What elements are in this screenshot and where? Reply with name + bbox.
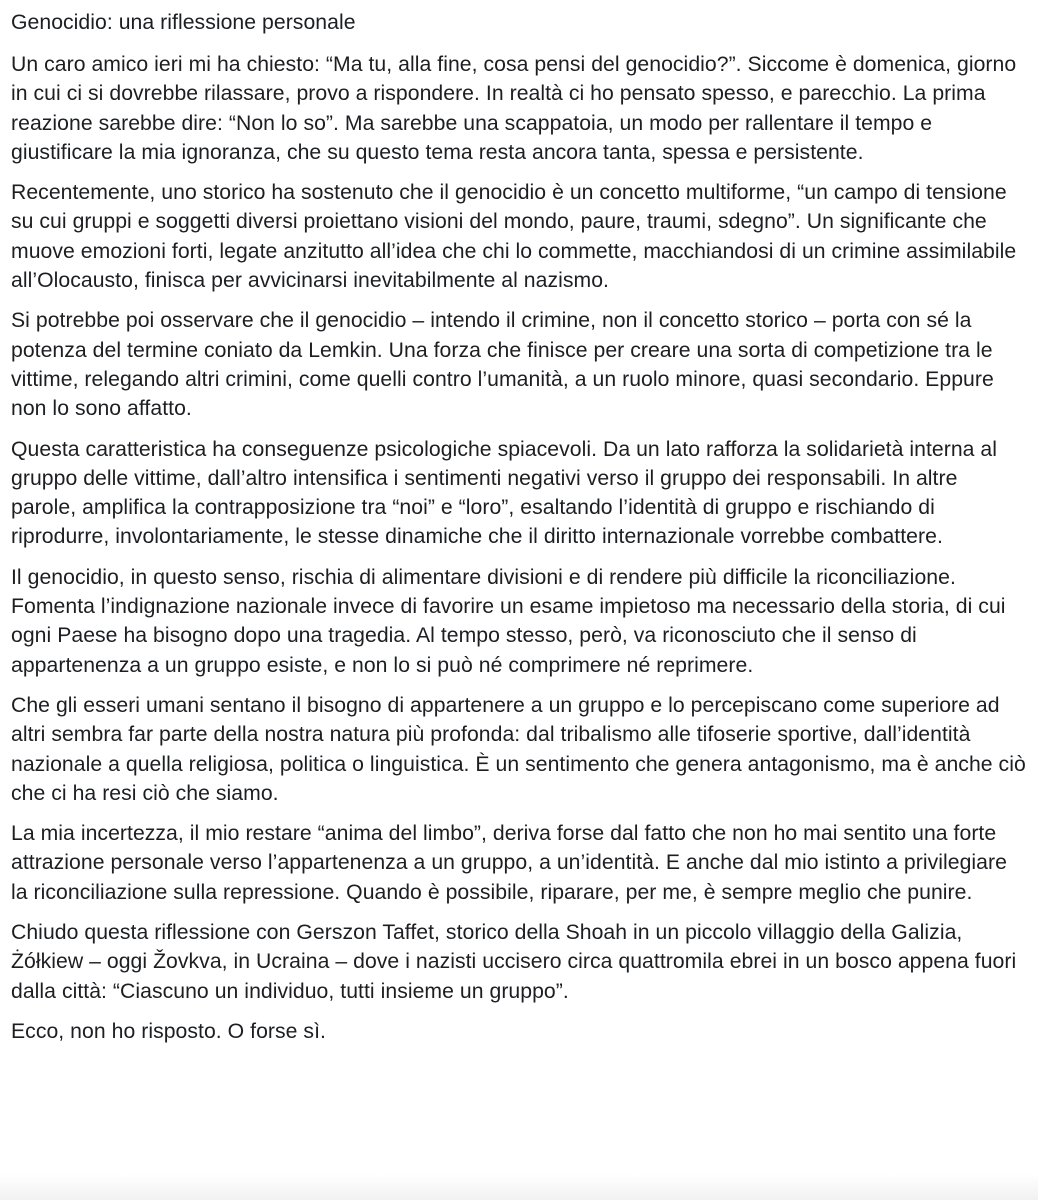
paragraph-2: Recentemente, uno storico ha sostenuto che il genocidio è un concetto multiforme, “un campo di tensione su cui gruppi e soggetti diversi proiettano visioni del mondo, paure, traumi, sdegno”. Un significante che muove emozioni forti, legate anzitutto all’idea che chi lo commette, macchiandosi di un crimine assimilabile all’Olocausto, finisca per avvicinarsi inevitabilmente al nazismo. — [11, 181, 1017, 293]
paragraph-1: Un caro amico ieri mi ha chiesto: “Ma tu, alla fine, cosa pensi del genocidio?”. Siccome è domenica, giorno in cui ci si dovrebbe rilassare, provo a rispondere. In realtà ci ho pensato spesso, e parecchio. La prima reazione sarebbe dire: “Non lo so”. Ma sarebbe una scappatoia, un modo per rallentare il tempo e giustificare la mia ignoranza, che su questo tema resta ancora tanta, spessa e persistente. — [11, 53, 1017, 164]
paragraph-9: Ecco, non ho risposto. O forse sì. — [11, 1019, 326, 1043]
paragraph-6: Che gli esseri umani sentano il bisogno di appartenere a un gruppo e lo percepiscano come superiore ad altri sembra far parte della nostra natura più profonda: dal tribalismo alle tifoserie sportive, dall’identità nazionale a quella religiosa, politica o linguistica. È un sentimento che genera antagonismo, ma è anche ciò che ci ha resi ciò che siamo. — [11, 693, 1026, 805]
paragraph-4: Questa caratteristica ha conseguenze psicologiche spiacevoli. Da un lato rafforza la solidarietà interna al gruppo delle vittime, dall’altro intensifica i sentimenti negativi verso il gruppo dei responsabili. In altre parole, amplifica la contrapposizione tra “noi” e “loro”, esaltando l’identità di gruppo e rischiando di riprodurre, involontariamente, le stesse dinamiche che il diritto internazionale vorrebbe combattere. — [11, 437, 998, 549]
paragraph-3: Si potrebbe poi osservare che il genocidio – intendo il crimine, non il concetto storico – porta con sé la potenza del termine coniato da Lemkin. Una forza che finisce per creare una sorta di competizione tra le vittime, relegando altri crimini, come quelli contro l’umanità, a un ruolo minore, quasi secondario. Eppure non lo sono affatto. — [11, 309, 994, 421]
bottom-fade — [0, 1174, 1038, 1200]
paragraph-8: Chiudo questa riflessione con Gerszon Taffet, storico della Shoah in un piccolo villaggio della Galizia, Żółkiew – oggi Žovkva, in Ucraina – dove i nazisti uccisero circa quattromila ebrei in un bosco appena fuori dalla città: “Ciascuno un individuo, tutti insieme un gruppo”. — [11, 921, 1017, 1003]
post-title: Genocidio: una riflessione personale — [11, 11, 356, 34]
paragraph-5: Il genocidio, in questo senso, rischia di alimentare divisioni e di rendere più difficile la riconciliazione. Fomenta l’indignazione nazionale invece di favorire un esame impietoso ma necessario della storia, di cui ogni Paese ha bisogno dopo una tragedia. Al tempo stesso, però, va riconosciuto che il senso di appartenenza a un gruppo esiste, e non lo si può né comprimere né reprimere. — [11, 565, 1006, 677]
paragraph-7: La mia incertezza, il mio restare “anima del limbo”, deriva forse dal fatto che non ho mai sentito una forte attrazione personale verso l’appartenenza a un gruppo, a un’identità. E anche dal mio istinto a privilegiare la riconciliazione sulla repressione. Quando è possibile, riparare, per me, è sempre meglio che punire. — [11, 822, 1007, 904]
